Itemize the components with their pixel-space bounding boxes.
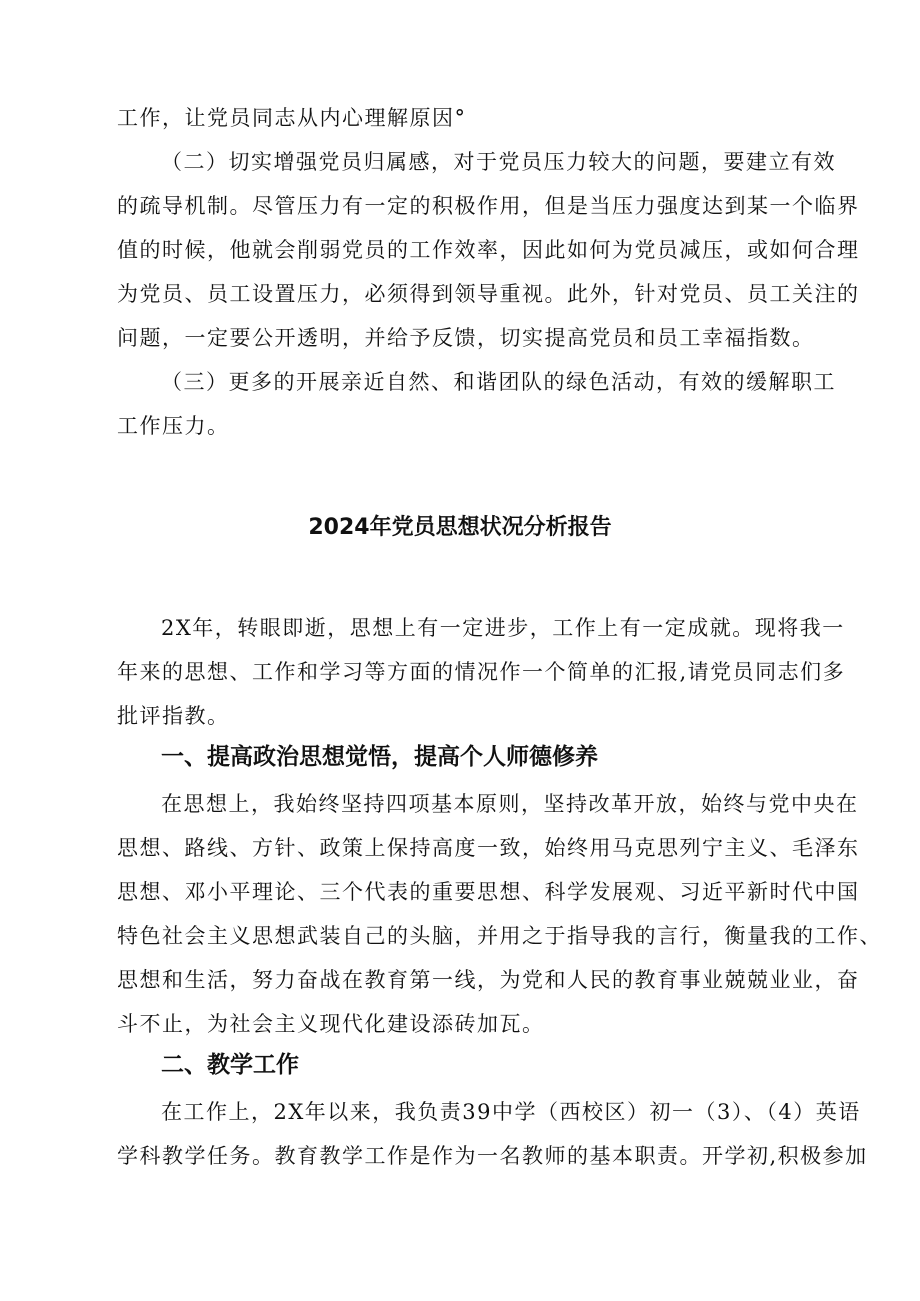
text-line: （二）切实增强党员归属感，对于党员压力较大的问题，要建立有效 <box>161 150 836 174</box>
text-line: 2X年，转眼即逝，思想上有一定进步，工作上有一定成就。现将我一 <box>161 616 845 640</box>
text-line: （三）更多的开展亲近自然、和谐团队的绿色活动，有效的缓解职工 <box>161 370 836 394</box>
section-heading: 一、提高政治思想觉悟，提高个人师德修养 <box>161 744 598 770</box>
text-line: 思想、邓小平理论、三个代表的重要思想、科学发展观、习近平新时代中国 <box>117 880 860 904</box>
text-line: 学科教学任务。教育教学工作是作为一名教师的基本职责。开学初,积极参加 <box>117 1144 868 1168</box>
section-heading: 二、教学工作 <box>161 1052 299 1078</box>
text-line: 的疏导机制。尽管压力有一定的积极作用，但是当压力强度达到某一个临界 <box>117 194 860 218</box>
text-line: 批评指教。 <box>117 704 230 728</box>
text-line: 特色社会主义思想武装自己的头脑，并用之于指导我的言行，衡量我的工作、 <box>117 924 882 948</box>
text-line: 在思想上，我始终坚持四项基本原则，坚持改革开放，始终与党中央在 <box>161 792 859 816</box>
text-line: 值的时候，他就会削弱党员的工作效率，因此如何为党员减压，或如何合理 <box>117 238 860 262</box>
text-line: 为党员、员工设置压力，必须得到领导重视。此外，针对党员、员工关注的 <box>117 282 860 306</box>
text-line: 思想、路线、方针、政策上保持高度一致，始终用马克思列宁主义、毛泽东 <box>117 836 860 860</box>
text-line: 年来的思想、工作和学习等方面的情况作一个简单的汇报,请党员同志们多 <box>117 660 846 684</box>
text-line: 工作，让党员同志从内心理解原因° <box>117 106 467 130</box>
text-line: 思想和生活，努力奋战在教育第一线，为党和人民的教育事业兢兢业业，奋 <box>117 968 860 992</box>
text-line: 问题，一定要公开透明，并给予反馈，切实提高党员和员工幸福指数。 <box>117 326 815 350</box>
text-line: 斗不止，为社会主义现代化建设添砖加瓦。 <box>117 1012 545 1036</box>
text-line: 工作压力。 <box>117 414 230 438</box>
text-line: 在工作上，2X年以来，我负责39中学（西校区）初一（3）、（4）英语 <box>161 1100 861 1124</box>
document-title: 2024年党员思想状况分析报告 <box>308 515 612 540</box>
